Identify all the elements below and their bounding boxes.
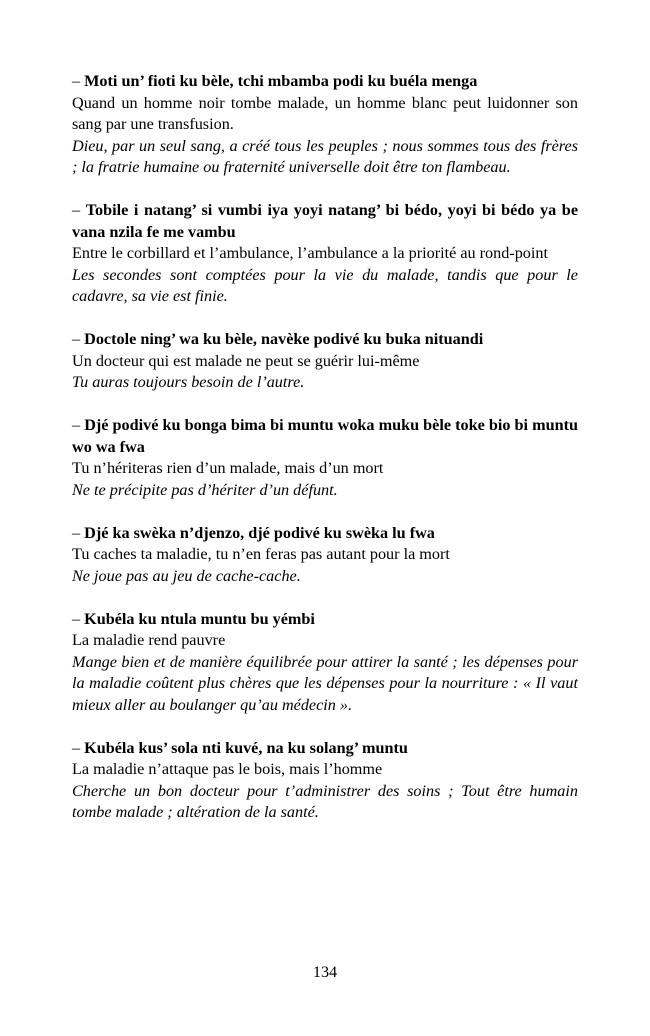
proverb-text: [72, 71, 578, 93]
entry-dash: –: [72, 330, 85, 348]
proverb-explanation: Cherche un bon docteur pour t’administrer des soins ; Tout être humain tombe malade ; altération de la santé.: [72, 781, 578, 821]
proverb-kikongo: Kubéla kus’ sola nti kuvé, na ku solang’ muntu: [84, 738, 408, 757]
proverb-entry: [72, 609, 578, 717]
proverb-entry: [72, 415, 578, 501]
proverb-kikongo: Doctole ning’ wa ku bèle, navèke podivé ku buka nituandi: [84, 330, 484, 348]
proverb-explanation: Ne te précipite pas d’hériter d’un défunt.: [72, 480, 338, 499]
proverb-text: [72, 329, 578, 351]
proverb-text: [72, 200, 578, 243]
entry-dash: –: [72, 523, 85, 542]
proverb-text: [72, 415, 578, 458]
entry-dash: –: [72, 201, 86, 219]
proverb-entry: [72, 71, 578, 179]
proverb-entry: [72, 523, 578, 588]
proverb-kikongo: Tobile i natang’ si vumbi iya yoyi natang’ bi bédo, yoyi bi bédo ya be vana nzila fe me vambu: [72, 201, 578, 241]
proverb-explanation: Tu auras toujours besoin de l’autre.: [72, 373, 305, 391]
proverb-explanation: Mange bien et de manière équilibrée pour attirer la santé ; les dépenses pour la maladie coûtent plus chères que les dépenses pour la nourriture : « Il vaut mieux aller au boulanger qu’au médecin ».: [72, 652, 578, 714]
proverb-translation: Tu caches ta maladie, tu n’en feras pas autant pour la mort: [72, 545, 450, 563]
proverb-explanation: Les secondes sont comptées pour la vie du malade, tandis que pour le cadavre, sa vie est finie.: [72, 265, 578, 305]
proverb-translation: Tu n’hériteras rien d’un malade, mais d’un mort: [72, 459, 384, 477]
proverb-text: [72, 609, 578, 631]
proverb-explanation: Dieu, par un seul sang, a créé tous les peuples ; nous sommes tous des frères ; la fratrie humaine ou fraternité universelle doit être ton flambeau.: [72, 136, 578, 176]
proverbs-page-body: [72, 71, 578, 845]
proverb-explanation: Ne joue pas au jeu de cache-cache.: [72, 566, 301, 585]
proverb-kikongo: Djé ka swèka n’djenzo, djé podivé ku swèka lu fwa: [84, 523, 435, 542]
proverb-translation: La maladie n’attaque pas le bois, mais l’homme: [72, 760, 383, 778]
proverb-text: [72, 523, 578, 545]
page-number: 134: [312, 963, 338, 981]
proverb-kikongo: Kubéla ku ntula muntu bu yémbi: [84, 609, 315, 628]
proverb-translation: Quand un homme noir tombe malade, un homme blanc peut luidonner son sang par une transfusion.: [72, 93, 578, 133]
entry-dash: –: [72, 72, 85, 90]
proverb-kikongo: Djé podivé ku bonga bima bi muntu woka muku bèle toke bio bi muntu wo wa fwa: [72, 416, 579, 456]
proverb-translation: La maladie rend pauvre: [72, 631, 226, 649]
entry-dash: –: [72, 609, 85, 628]
proverb-entry: [72, 738, 578, 824]
entry-dash: –: [72, 738, 85, 757]
proverb-entry: [72, 329, 578, 394]
entry-dash: –: [72, 416, 85, 434]
proverb-translation: Entre le corbillard et l’ambulance, l’ambulance a la priorité au rond-point: [72, 244, 548, 262]
proverb-entry: [72, 200, 578, 308]
proverb-translation: Un docteur qui est malade ne peut se guérir lui-même: [72, 351, 420, 370]
proverb-kikongo: Moti un’ fioti ku bèle, tchi mbamba podi ku buéla menga: [84, 72, 478, 90]
proverb-text: [72, 738, 578, 760]
